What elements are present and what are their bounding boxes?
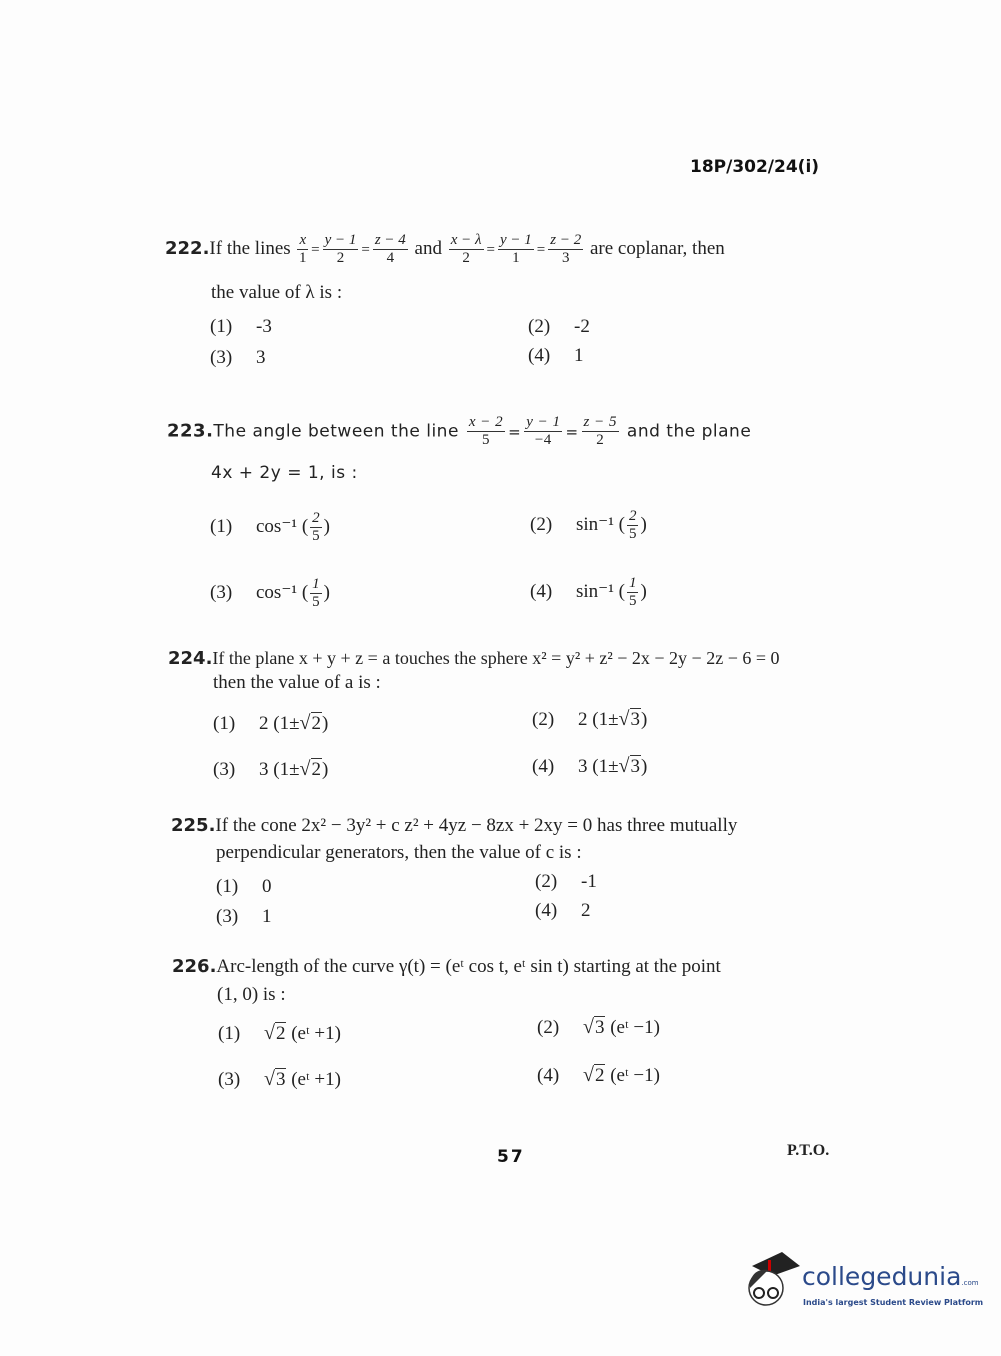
question-number: 222.: [165, 237, 210, 259]
option-3: (3) 3 (1±√2): [213, 758, 329, 780]
option-1: (1) 2 (1±√2): [213, 712, 329, 734]
fraction: $\frac{y - 1}{-4}$: [526, 414, 561, 448]
option-2: (2) -1: [535, 871, 597, 892]
paper-code: 18P/302/24(i): [690, 157, 820, 177]
fraction: $\frac{y - 1}{2}$: [324, 232, 357, 266]
option-3: (3) 1: [216, 906, 272, 927]
option-1: (1) -3: [210, 316, 272, 337]
fraction: $\frac{z - 4}{4}$: [374, 232, 406, 266]
fraction: $\frac{z - 5}{2}$: [583, 414, 618, 448]
question-226-line2: (1, 0) is :: [217, 984, 286, 1005]
option-2: (2) sin⁻¹ ( $\frac{2}{5}$ ): [530, 508, 647, 542]
fraction: $\frac{x - 2}{5}$: [468, 414, 504, 448]
option-2: (2) √3 (eᵗ −1): [537, 1016, 660, 1038]
option-1: (1) √2 (eᵗ +1): [218, 1022, 341, 1044]
option-4: (4) 2: [535, 900, 591, 921]
option-4: (4) √2 (eᵗ −1): [537, 1064, 660, 1086]
question-222-stem: 222.If the lines $\frac{x}{1}$ = $\frac{y - 1}{2}$ = $\frac{z - 4}{4}$ and $\frac{x - \lambda}{2}$ = $\frac{y - 1}{1}$ = $\frac{z - 2}{3}$ are coplanar, then: [165, 232, 725, 266]
option-2: (2) -2: [528, 316, 590, 337]
fraction: $\frac{y - 1}{1}$: [499, 232, 532, 266]
stem-text: and: [414, 237, 442, 259]
option-3: (3) cos⁻¹ ( $\frac{1}{5}$ ): [210, 576, 330, 610]
option-3: (3) 3: [210, 347, 266, 368]
question-224-line2: then the value of a is :: [213, 672, 381, 693]
question-222-line2: the value of λ is :: [211, 282, 343, 303]
mascot-logo-icon: [742, 1248, 802, 1318]
question-226-stem: 226.Arc-length of the curve γ(t) = (eᵗ cos t, eᵗ sin t) starting at the point: [172, 956, 721, 977]
stem-text: If the lines: [209, 237, 291, 259]
option-2: (2) 2 (1±√3): [532, 708, 648, 730]
option-4: (4) sin⁻¹ ( $\frac{1}{5}$ ): [530, 575, 647, 609]
stem-text: and the plane: [626, 421, 752, 442]
option-4: (4) 3 (1±√3): [532, 755, 648, 777]
stem-text: The angle between the line: [213, 421, 459, 442]
page-number: 57: [497, 1147, 525, 1167]
question-225-line2: perpendicular generators, then the value of c is :: [216, 842, 582, 863]
stem-text: are coplanar, then: [589, 237, 725, 259]
option-4: (4) 1: [528, 345, 584, 366]
option-3: (3) √3 (eᵗ +1): [218, 1068, 341, 1090]
fraction: $\frac{x}{1}$: [299, 232, 307, 266]
option-1: (1) cos⁻¹ ( $\frac{2}{5}$ ): [210, 510, 330, 544]
brand-tagline: India's largest Student Review Platform: [803, 1298, 984, 1307]
brand-name: collegedunia.com: [802, 1262, 979, 1291]
pto-label: P.T.O.: [787, 1142, 830, 1159]
fraction: $\frac{x - \lambda}{2}$: [450, 232, 482, 266]
question-number: 223.: [167, 420, 214, 442]
option-1: (1) 0: [216, 876, 272, 897]
question-224-stem: 224.If the plane x + y + z = a touches the sphere x² = y² + z² − 2x − 2y − 2z − 6 = 0: [168, 648, 780, 669]
fraction: $\frac{z - 2}{3}$: [550, 232, 582, 266]
question-223-stem: 223.The angle between the line $\frac{x - 2}{5}$ = $\frac{y - 1}{-4}$ = $\frac{z - 5}{2}$ and the plane: [167, 414, 752, 448]
question-225-stem: 225.If the cone 2x² − 3y² + c z² + 4yz − 8zx + 2xy = 0 has three mutually: [171, 815, 738, 836]
question-223-line2: 4x + 2y = 1, is :: [211, 463, 358, 483]
